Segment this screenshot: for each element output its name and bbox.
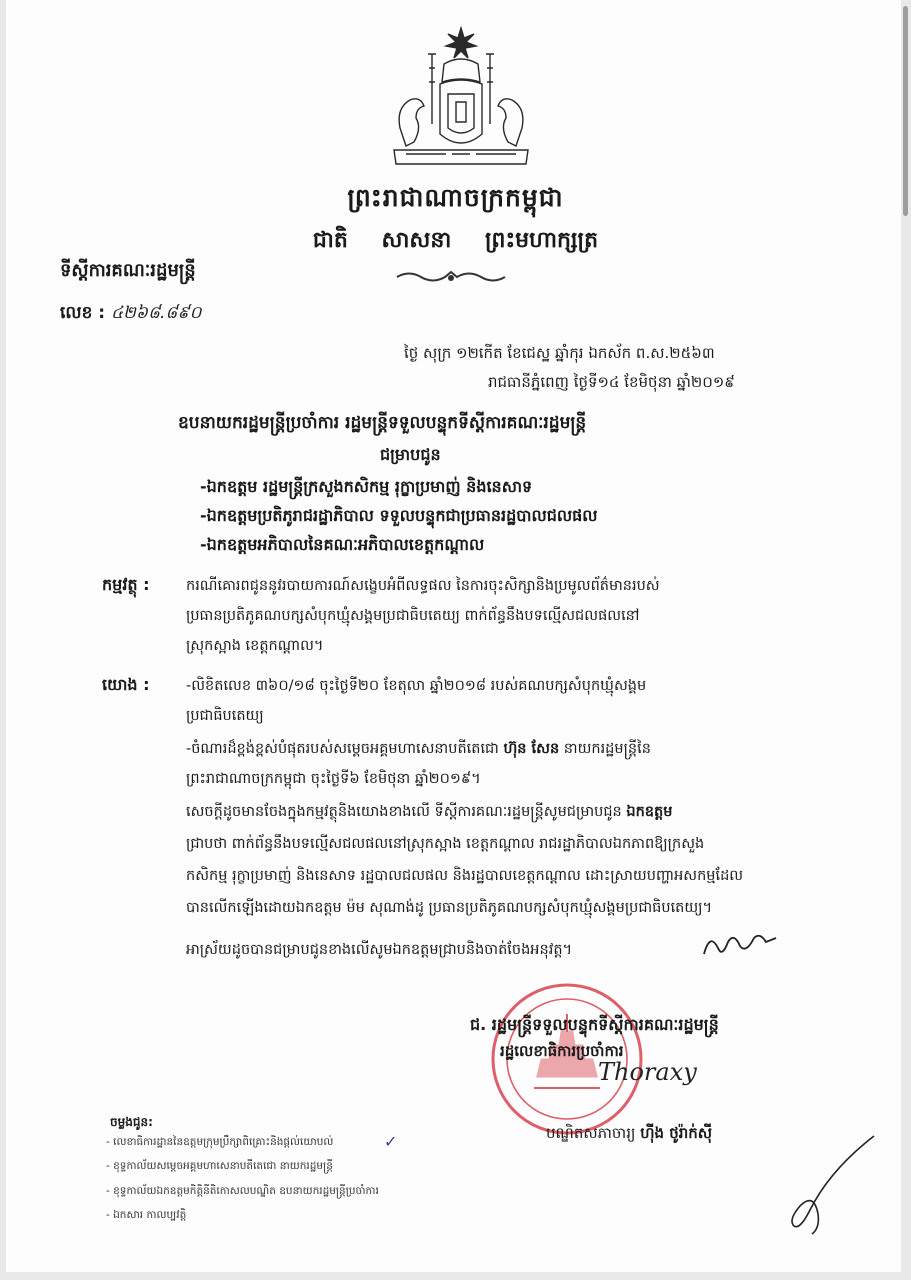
body-line: បានលើកឡើងដោយឯកឧត្តម ម៉ម សុណាង់ដូ ប្រធានប្រតិភូគណបក្សសំបុកឃ្មុំសង្គមប្រជាធិបតេយ្យ។: [186, 900, 713, 916]
royal-emblem-icon: [386, 24, 536, 174]
reference-item-line: -លិខិតលេខ ៣៦០/១៨ ចុះថ្ងៃទី២០ ខែតុលា ឆ្នាំ២០១៨ របស់គណបក្សសំបុកឃ្មុំសង្គម: [186, 678, 647, 694]
cc-item: - លេខាធិការដ្ឋាននៃឧត្តមក្រុមប្រឹក្សាពិគ្រោះនិងផ្ដល់យោបល់: [106, 1136, 334, 1148]
recipient-item: -ឯកឧត្តមប្រតិភូរាជរដ្ឋាភិបាល ទទួលបន្ទុកជាប្រធានរដ្ឋបាលជលផល: [200, 506, 598, 525]
handwritten-signature: Thoraxy: [598, 1058, 697, 1086]
cc-item: - ខុទ្ទកាល័យឯកឧត្តមកិត្តិនីតិកោសលបណ្ឌិត ឧបនាយករដ្ឋមន្ត្រីប្រចាំការ: [106, 1185, 379, 1197]
reference-item-line: ប្រជាធិបតេយ្យ: [186, 708, 264, 724]
signer-name: ហ៊ីង ថូរ៉ាក់ស៊ី: [640, 1124, 713, 1142]
closing-line: អាស្រ័យដូចបានជម្រាបជូនខាងលើសូមឯកឧត្តមជ្រាបនិងចាត់ចែងអនុវត្ត។: [186, 942, 573, 958]
cc-item: - ឯកសារ កាលប្បវត្តិ: [106, 1209, 187, 1221]
subject-line: ប្រធានប្រតិភូគណបក្សសំបុកឃ្មុំសង្គមប្រជាធិបតេយ្យ ពាក់ព័ន្ធនឹងបទល្មើសជលផលនៅ: [186, 608, 640, 624]
body-line: ជ្រាបថា ពាក់ព័ន្ធនឹងបទល្មើសជលផលនៅស្រុកស្អាង ខេត្តកណ្ដាល រាជរដ្ឋាភិបាលឯកភាពឱ្យក្រសួង: [186, 836, 705, 852]
body-line: [186, 802, 672, 822]
reference-number: [60, 302, 202, 327]
cc-item: - ខុទ្ទកាល័យសម្ដេចអគ្គមហាសេនាបតីតេជោ នាយករដ្ឋមន្ត្រី: [106, 1160, 333, 1172]
recipient-item: -ឯកឧត្តមអភិបាលនៃគណៈអភិបាលខេត្តកណ្ដាល: [200, 535, 485, 554]
reference-number-value: ៤២៦៨.៨៩០: [111, 303, 202, 323]
body-text: សេចក្ដីដូចមានចែងក្នុងកម្មវត្ថុនិងយោងខាងលើ ទីស្ដីការគណៈរដ្ឋមន្ត្រីសូមជម្រាបជូន: [186, 804, 627, 820]
reference-item-line: ព្រះរាជាណាចក្រកម្ពុជា ចុះថ្ងៃទី៦ ខែមិថុនា ឆ្នាំ២០១៩។: [186, 771, 481, 787]
sender-title: ឧបនាយករដ្ឋមន្ត្រីប្រចាំការ រដ្ឋមន្ត្រីទទួលបន្ទុកទីស្ដីការគណៈរដ្ឋមន្ត្រី: [178, 413, 587, 433]
initials-scribble-icon: [700, 928, 780, 962]
signer-honorific: បណ្ឌិតសភាចារ្យ: [546, 1124, 641, 1142]
solar-date: រាជធានីភ្នំពេញ ថ្ងៃទី១៤ ខែមិថុនា ឆ្នាំ២០១៩: [488, 373, 735, 391]
prime-minister-name: ហ៊ុន សែន: [503, 741, 560, 757]
subject-label: កម្មវត្ថុ :: [102, 575, 150, 594]
signatory-name: [546, 1124, 712, 1146]
lunar-date: ថ្ងៃ សុក្រ ១២កើត ខែជេស្ឋ ឆ្នាំកុរ ឯកស័ក ព.ស.២៥៦៣: [404, 344, 715, 362]
checkmark-icon: ✓: [384, 1132, 398, 1151]
office-name: ទីស្ដីការគណៈរដ្ឋមន្ត្រី: [60, 260, 196, 281]
signatory-title: ជ. រដ្ឋមន្ត្រីទទួលបន្ទុកទីស្ដីការគណៈរដ្ឋមន្ត្រី: [470, 1015, 719, 1034]
reference-number-label: លេខ :: [60, 303, 106, 323]
reference-text: នាយករដ្ឋមន្ត្រីនៃ: [559, 741, 651, 757]
body-emphasis: ឯកឧត្តម: [626, 804, 673, 820]
subject-line: ស្រុកស្អាង ខេត្តកណ្ដាល។: [186, 638, 324, 654]
respectfully-to: ជម្រាបជូន: [380, 445, 441, 464]
margin-signature-icon: [770, 1130, 880, 1240]
reference-text: -ចំណារដ៏ខ្ពង់ខ្ពស់បំផុតរបស់សម្ដេចអគ្គមហាសេនាបតីតេជោ: [186, 741, 504, 757]
ornament-divider-icon: [395, 270, 507, 284]
cc-title: ចម្លងជូន:: [110, 1115, 153, 1129]
recipient-item: -ឯកឧត្តម រដ្ឋមន្ត្រីក្រសួងកសិកម្ម រុក្ខាប្រមាញ់ និងនេសាទ: [200, 477, 533, 496]
reference-item-line: [186, 739, 651, 759]
reference-label: យោង :: [102, 675, 150, 694]
national-motto: ជាតិ សាសនា ព្រះមហាក្សត្រ: [312, 228, 599, 253]
body-line: កសិកម្ម រុក្ខាប្រមាញ់ និងនេសាទ រដ្ឋបាលជលផល និងរដ្ឋបាលខេត្តកណ្ដាល ដោះស្រាយបញ្ហាអសកម្មដែល: [186, 868, 744, 884]
subject-line: ករណីគោរពជូននូវរបាយការណ៍សង្ខេបអំពីលទ្ធផល នៃការចុះសិក្សានិងប្រមូលព័ត៌មានរបស់: [186, 578, 660, 594]
signatory-position: រដ្ឋលេខាធិការប្រចាំការ: [500, 1042, 624, 1060]
kingdom-title: ព្រះរាជាណាចក្រកម្ពុជា: [347, 183, 564, 212]
